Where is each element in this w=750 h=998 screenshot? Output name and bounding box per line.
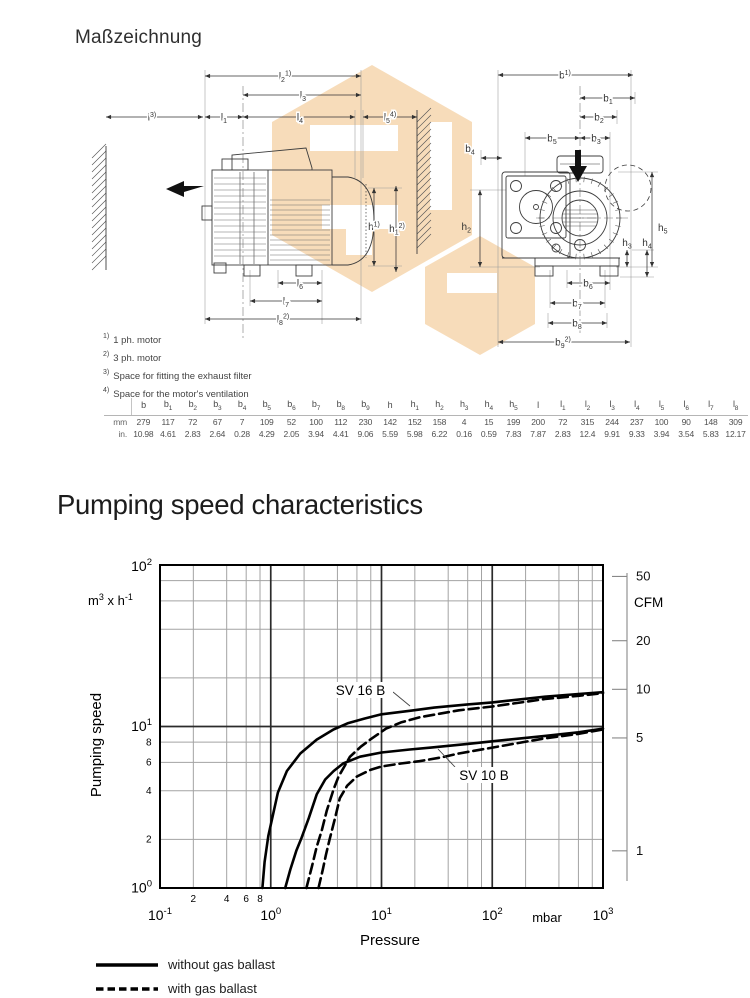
svg-text:102: $10^2$ (131, 557, 152, 574)
legend-item-with-gas-ballast (95, 980, 275, 997)
svg-text:mbar: mbar (532, 910, 562, 925)
dim-label-h4: $h_4$ (642, 238, 652, 251)
legend-label: with gas ballast (168, 981, 257, 996)
dim-label-h1_2: $h_1^{2)}$ (389, 223, 405, 237)
svg-text:100: $10^0$ (131, 878, 152, 896)
drawing-title: Maßzeichnung (75, 27, 203, 48)
dimension-table-grid (104, 398, 748, 440)
footnote-1: $^{1)}$ 1 ph. motor (103, 333, 162, 347)
svg-text:4: 4 (223, 894, 230, 905)
legend-item-without-gas-ballast (95, 956, 275, 973)
dim-label-b9_2: $b_9^{2)}$ (555, 336, 571, 350)
svg-text:5: 5 (636, 730, 644, 746)
dim-label-b1: $b_1$ (603, 93, 613, 106)
svg-text:102: $10^2$ (481, 906, 503, 923)
dim-label-h5: $h_5$ (658, 223, 668, 236)
svg-text:8: 8 (257, 894, 263, 905)
svg-text:8: 8 (145, 737, 152, 749)
table-row: mm 279 117 72 67 7 109 52 100 112 230 142 152 158 4 15 199 200 72 315 244 237 100 90 148 309 (113, 416, 743, 427)
dim-label-l4: $l_4$ (296, 112, 304, 125)
svg-text:50: 50 (636, 568, 651, 584)
footnote-3: $^{3)}$ Space for fitting the exhaust filter (103, 368, 252, 383)
svg-text:103: $10^3$ (592, 906, 614, 923)
dim-label-b_1: $b^{1)}$ (559, 70, 571, 82)
dim-label-l6: $l_6$ (296, 278, 304, 291)
svg-text:1: 1 (636, 843, 644, 859)
dashed-line-swatch (95, 985, 159, 993)
dim-label-h3: $h_3$ (622, 238, 632, 251)
annotation-sv10b: SV 10 B (459, 768, 509, 783)
svg-text:100: $10^0$ (260, 906, 282, 923)
table-header-row: b $b_1$ $b_2$ $b_3$ $b_4$ $b_5$ $b_6$ $b_7$ $b_8$ $b_9$ h $h_1$ $h_2$ $h_3$ $h_4$ $h_5$ l $l_1$ $l_2$ $l_3$ $l_4$ $l_5$ $l_6$ $l_7$ $l_8$ (104, 398, 748, 415)
dim-label-l3: $l_3$ (299, 90, 307, 103)
svg-text:m3 x h-1: $m^3$ x $h^{-1}$ (88, 592, 133, 608)
chart-heading: Pumping speed characteristics (57, 489, 423, 520)
svg-text:20: 20 (636, 632, 651, 648)
dim-label-b4: $b_4$ (465, 144, 475, 157)
dim-label-h_1: $h^{1)}$ (368, 221, 380, 233)
footnotes (103, 331, 252, 403)
svg-text:Pumping speed: Pumping speed (88, 692, 105, 798)
dim-label-l1: $l_1$ (220, 112, 228, 125)
footnote-2: $^{2)}$ 3 ph. motor (103, 350, 162, 365)
legend-label: without gas ballast (168, 957, 275, 972)
chart-annotations (328, 682, 516, 783)
solid-line-swatch (95, 961, 159, 969)
dimensional-drawing (0, 58, 750, 358)
chart-grid (160, 565, 603, 888)
dimension-table (104, 398, 748, 440)
dim-label-b6: $b_6$ (583, 278, 593, 291)
svg-text:10: 10 (636, 681, 651, 697)
dim-label-h2: $h_2$ (461, 222, 471, 235)
dim-label-b8: $b_8$ (572, 318, 582, 331)
svg-text:101: $10^1$ (131, 717, 152, 734)
svg-text:CFM: CFM (634, 595, 664, 610)
chart-legend (95, 956, 275, 998)
svg-text:6: 6 (243, 894, 249, 905)
dim-label-b5: $b_5$ (547, 133, 557, 146)
dim-label-b3: $b_3$ (591, 133, 601, 146)
chart-axis-labels (88, 557, 613, 949)
dim-label-l5_4: $l_5^{4)}$ (383, 111, 397, 125)
svg-text:2: 2 (145, 834, 152, 846)
dim-label-b2: $b_2$ (594, 112, 604, 125)
exhaust-direction-arrow (166, 181, 204, 197)
dim-label-l_3: $l^{3)}$ (147, 112, 157, 124)
cfm-axis (612, 569, 663, 881)
chart-curves (262, 692, 603, 888)
pumping-speed-chart (0, 540, 750, 998)
svg-text:6: 6 (145, 757, 152, 769)
svg-text:101: $10^1$ (371, 906, 392, 923)
series-sv-10-b-with-gas-ballast (319, 729, 604, 888)
annotation-sv16b: SV 16 B (335, 683, 386, 698)
svg-text:4: 4 (145, 785, 152, 797)
table-row: in. 10.98 4.61 2.83 2.64 0.28 4.29 2.05 3.94 4.41 9.06 5.59 5.98 6.22 0.16 0.59 7.83 7.87 2.83 12.4 9.91 9.33 3.94 3.54 5.83 12.17 (118, 428, 746, 439)
svg-text:10-1: $10^{-1}$ (147, 906, 173, 923)
dim-label-l2_1: $l_2^{1)}$ (278, 70, 292, 84)
dim-label-b7: $b_7$ (572, 298, 582, 311)
svg-text:2: 2 (190, 894, 197, 905)
dim-label-l8_2: $l_8^{2)}$ (276, 313, 290, 327)
series-sv-10-b-without-gas-ballast (285, 729, 603, 888)
footnote-4: $^{4)}$ Space for the motor's ventilation (103, 386, 249, 401)
svg-text:Pressure: Pressure (359, 932, 421, 949)
dim-label-l7: $l_7$ (282, 296, 290, 309)
